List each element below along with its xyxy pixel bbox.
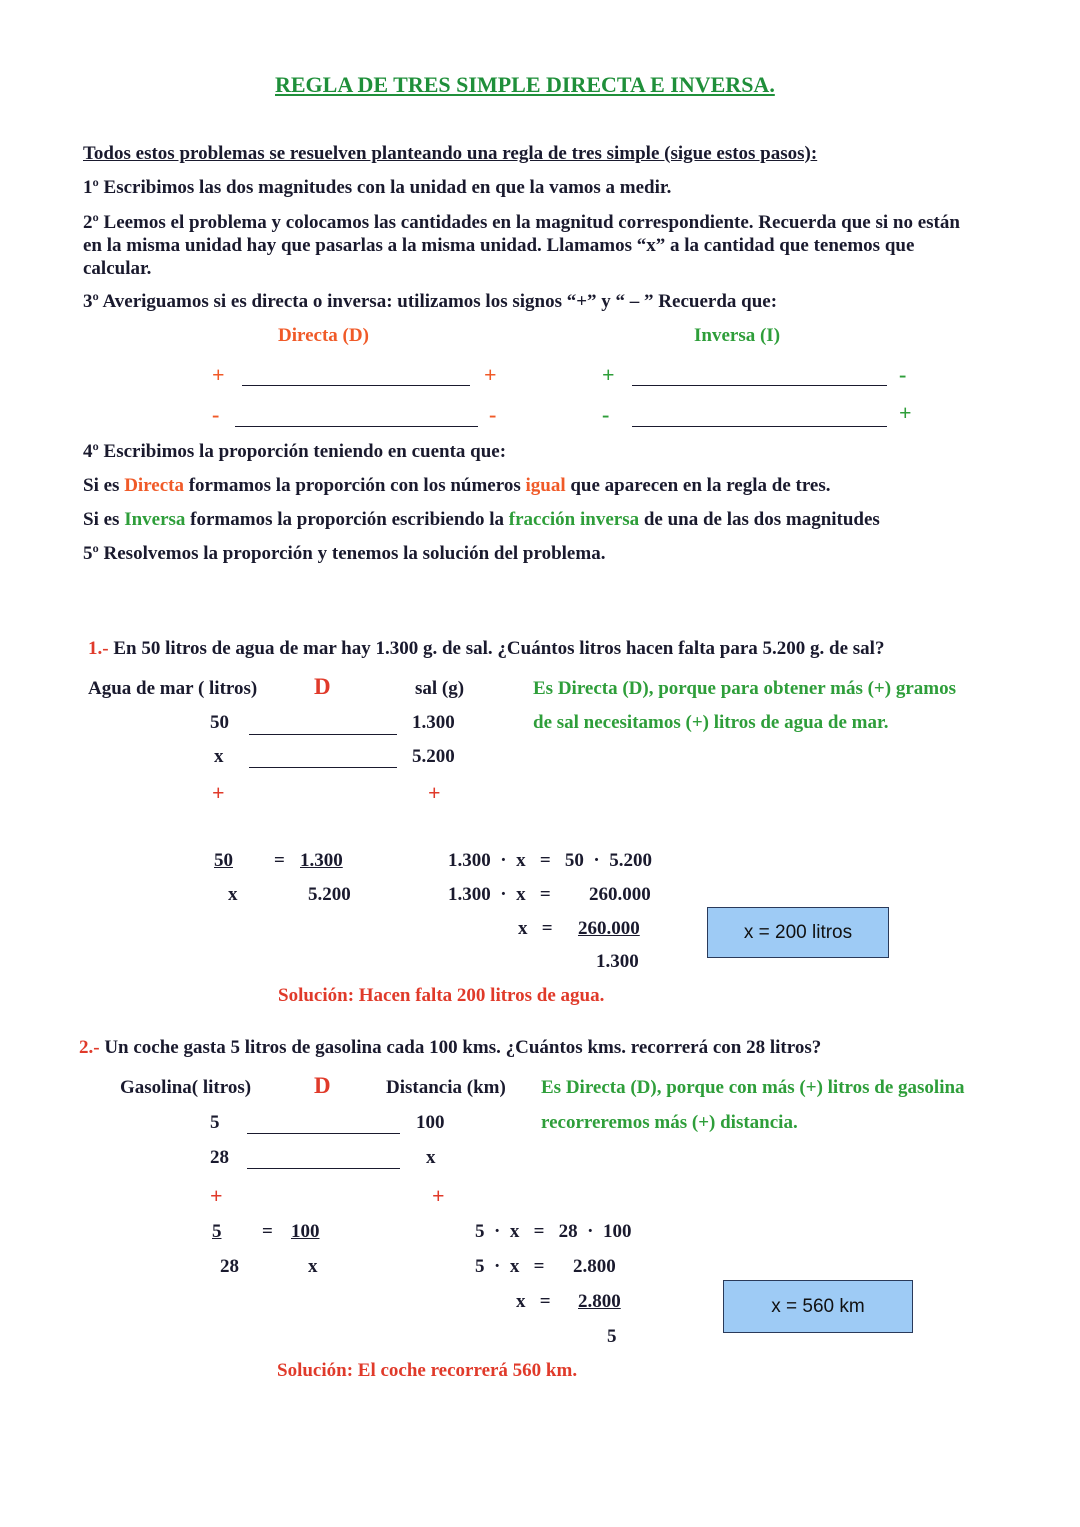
step-4-directa: Si es Directa formamos la proporción con los números igual que aparecen en la regla de tres. — [83, 475, 831, 496]
step-4: 4º Escribimos la proporción teniendo en cuenta que: — [83, 441, 507, 462]
problem-2-statement: 2.- Un coche gasta 5 litros de gasolina cada 100 kms. ¿Cuántos kms. recorrerá con 28 litros? — [79, 1037, 822, 1058]
problem-2-explanation-2: recorreremos más (+) distancia. — [541, 1112, 798, 1133]
directa-line-1 — [242, 385, 470, 386]
problem-1-answer-box: x = 200 litros — [707, 907, 889, 958]
problem-2-calc-2-value: 2.800 — [573, 1256, 616, 1277]
problem-2-frac2-num: 100 — [291, 1221, 320, 1242]
step-3: 3º Averiguamos si es directa o inversa: utilizamos los signos “+” y “ – ” Recuerda que: — [83, 291, 778, 312]
problem-2-explanation-1: Es Directa (D), porque con más (+) litros de gasolina — [541, 1077, 965, 1098]
problem-2-calc-1: 5 · x = 28 · 100 — [475, 1221, 632, 1242]
problem-2-calc-3-den: 5 — [607, 1326, 617, 1347]
problem-2-solution: Solución: El coche recorrerá 560 km. — [277, 1360, 578, 1381]
problem-2-frac1-num: 5 — [212, 1221, 222, 1242]
directa-plus-left: + — [212, 362, 225, 387]
directa-minus-right: - — [489, 402, 497, 427]
problem-2-row1-left: 5 — [210, 1112, 220, 1133]
problem-1-type: D — [314, 674, 331, 699]
problem-1-frac1-num: 50 — [214, 850, 233, 871]
problem-2-row1-right: 100 — [416, 1112, 445, 1133]
problem-1-statement: 1.- En 50 litros de agua de mar hay 1.300 g. de sal. ¿Cuántos litros hacen falta para 5.200 g. de sal? — [88, 638, 885, 659]
problem-1-calc-3: x = — [518, 918, 553, 939]
step-1: 1º Escribimos las dos magnitudes con la unidad en que la vamos a medir. — [83, 177, 672, 198]
problem-1-row1-left: 50 — [210, 712, 229, 733]
problem-1-calc-2: 1.300 · x = — [448, 884, 551, 905]
problem-1-equals: = — [274, 850, 285, 871]
problem-1-plus-left: + — [212, 780, 225, 805]
problem-1-row2-left: x — [214, 746, 224, 767]
problem-1-calc-3-num: 260.000 — [578, 918, 640, 939]
problem-1-calc-2-value: 260.000 — [589, 884, 651, 905]
problem-1-plus-right: + — [428, 780, 441, 805]
problem-2-type: D — [314, 1073, 331, 1098]
inversa-plus-right: + — [899, 400, 912, 425]
problem-2-plus-right: + — [432, 1183, 445, 1208]
page-title: REGLA DE TRES SIMPLE DIRECTA E INVERSA. — [275, 72, 775, 97]
directa-line-2 — [235, 426, 478, 427]
inversa-label: Inversa (I) — [694, 325, 781, 346]
problem-2-equals: = — [262, 1221, 273, 1242]
problem-2-calc-3: x = — [516, 1291, 551, 1312]
problem-2-line-2 — [247, 1168, 400, 1169]
problem-2-frac2-den: x — [308, 1256, 318, 1277]
inversa-minus-left: - — [602, 402, 610, 427]
problem-1-frac1-den: x — [228, 884, 238, 905]
directa-minus-left: - — [212, 402, 220, 427]
step-4-inversa: Si es Inversa formamos la proporción escribiendo la fracción inversa de una de las dos magnitudes — [83, 509, 880, 530]
problem-1-calc-1: 1.300 · x = 50 · 5.200 — [448, 850, 652, 871]
directa-label: Directa (D) — [278, 325, 369, 346]
problem-2-plus-left: + — [210, 1183, 223, 1208]
problem-2-row2-right: x — [426, 1147, 436, 1168]
problem-2-row2-left: 28 — [210, 1147, 229, 1168]
problem-1-magnitude-1: Agua de mar ( litros) — [88, 678, 258, 699]
problem-2-frac1-den: 28 — [220, 1256, 239, 1277]
step-2: 2º Leemos el problema y colocamos las cantidades en la magnitud correspondiente. Recuerda que si no están en la misma unidad hay que pasarlas a la misma unidad. Llamamos “x” a la cantidad que tenemos que calcular. — [83, 212, 960, 279]
inversa-line-1 — [632, 385, 887, 386]
problem-1-row2-right: 5.200 — [412, 746, 455, 767]
inversa-plus-left: + — [602, 362, 615, 387]
problem-1-solution: Solución: Hacen falta 200 litros de agua. — [278, 985, 605, 1006]
problem-1-calc-3-den: 1.300 — [596, 951, 639, 972]
problem-2-magnitude-1: Gasolina( litros) — [120, 1077, 252, 1098]
inversa-minus-right: - — [899, 362, 907, 387]
problem-1-magnitude-2: sal (g) — [415, 678, 465, 699]
problem-2-calc-2: 5 · x = — [475, 1256, 545, 1277]
intro-text: Todos estos problemas se resuelven planteando una regla de tres simple (sigue estos pasos): — [83, 143, 818, 164]
step-5: 5º Resolvemos la proporción y tenemos la solución del problema. — [83, 543, 606, 564]
problem-1-line-2 — [249, 767, 397, 768]
problem-1-line-1 — [249, 734, 397, 735]
problem-1-row1-right: 1.300 — [412, 712, 455, 733]
problem-2-line-1 — [247, 1133, 400, 1134]
problem-2-magnitude-2: Distancia (km) — [386, 1077, 506, 1098]
problem-1-explanation-2: de sal necesitamos (+) litros de agua de mar. — [533, 712, 889, 733]
problem-1-frac2-num: 1.300 — [300, 850, 343, 871]
problem-2-calc-3-num: 2.800 — [578, 1291, 621, 1312]
problem-2-answer-box: x = 560 km — [723, 1280, 913, 1333]
directa-plus-right: + — [484, 362, 497, 387]
problem-1-explanation-1: Es Directa (D), porque para obtener más (+) gramos — [533, 678, 956, 699]
inversa-line-2 — [632, 426, 887, 427]
problem-1-frac2-den: 5.200 — [308, 884, 351, 905]
